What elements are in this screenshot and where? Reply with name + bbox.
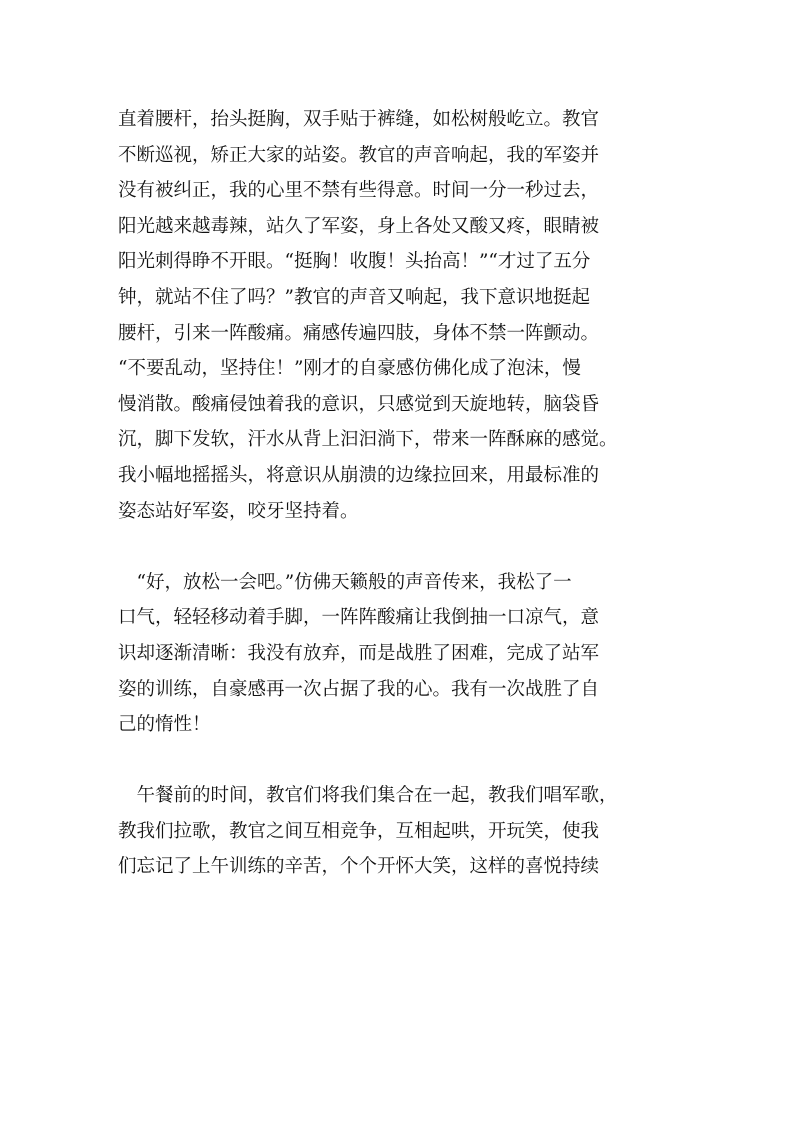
text-line: 不断巡视，矫正大家的站姿。教官的声音响起，我的军姿并 <box>118 144 600 166</box>
text-line: 腰杆，引来一阵酸痛。痛感传遍四肢，身体不禁一阵颤动。 <box>118 322 600 344</box>
text-line: 阳光刺得睁不开眼。“挺胸！收腹！头抬高！”“才过了五分 <box>118 251 591 273</box>
text-line: 钟，就站不住了吗？”教官的声音又响起，我下意识地挺起 <box>118 286 590 308</box>
text-line: “不要乱动，坚持住！”刚才的自豪感仿佛化成了泡沫，慢 <box>118 358 581 380</box>
text-line: 姿的训练，自豪感再一次占据了我的心。我有一次战胜了自 <box>118 678 600 700</box>
paragraph-spacer <box>118 743 678 779</box>
text-line: 们忘记了上午训练的辛苦，个个开怀大笑，这样的喜悦持续 <box>118 856 600 878</box>
document-page <box>118 102 678 885</box>
text-line: 直着腰杆，抬头挺胸，双手贴于裤缝，如松树般屹立。教官 <box>118 109 600 130</box>
text-line: 姿态站好军姿，咬牙坚持着。 <box>118 500 359 522</box>
paragraph-spacer <box>118 529 678 565</box>
text-line: “好，放松一会吧。”仿佛天籁般的声音传来，我松了一 <box>118 571 572 593</box>
paragraph-2 <box>118 565 678 743</box>
text-line: 口气，轻轻移动着手脚，一阵阵酸痛让我倒抽一口凉气，意 <box>118 607 600 629</box>
text-line: 识却逐渐清晰：我没有放弃，而是战胜了困难，完成了站军 <box>118 642 600 664</box>
text-line: 午餐前的时间，教官们将我们集合在一起，教我们唱军歌， <box>118 785 618 807</box>
text-line: 没有被纠正，我的心里不禁有些得意。时间一分一秒过去， <box>118 180 600 202</box>
text-line: 慢消散。酸痛侵蚀着我的意识，只感觉到天旋地转，脑袋昏 <box>118 393 600 415</box>
text-line: 沉，脚下发软，汗水从背上汩汩淌下，带来一阵酥麻的感觉。 <box>118 429 618 451</box>
text-line: 教我们拉歌，教官之间互相竞争，互相起哄，开玩笑，使我 <box>118 820 600 842</box>
text-line: 阳光越来越毒辣，站久了军姿，身上各处又酸又疼，眼睛被 <box>118 215 600 237</box>
paragraph-1 <box>118 102 678 529</box>
paragraph-3 <box>118 778 678 885</box>
text-line: 我小幅地摇摇头，将意识从崩溃的边缘拉回来，用最标准的 <box>118 464 600 486</box>
text-line: 己的惰性！ <box>118 714 211 736</box>
